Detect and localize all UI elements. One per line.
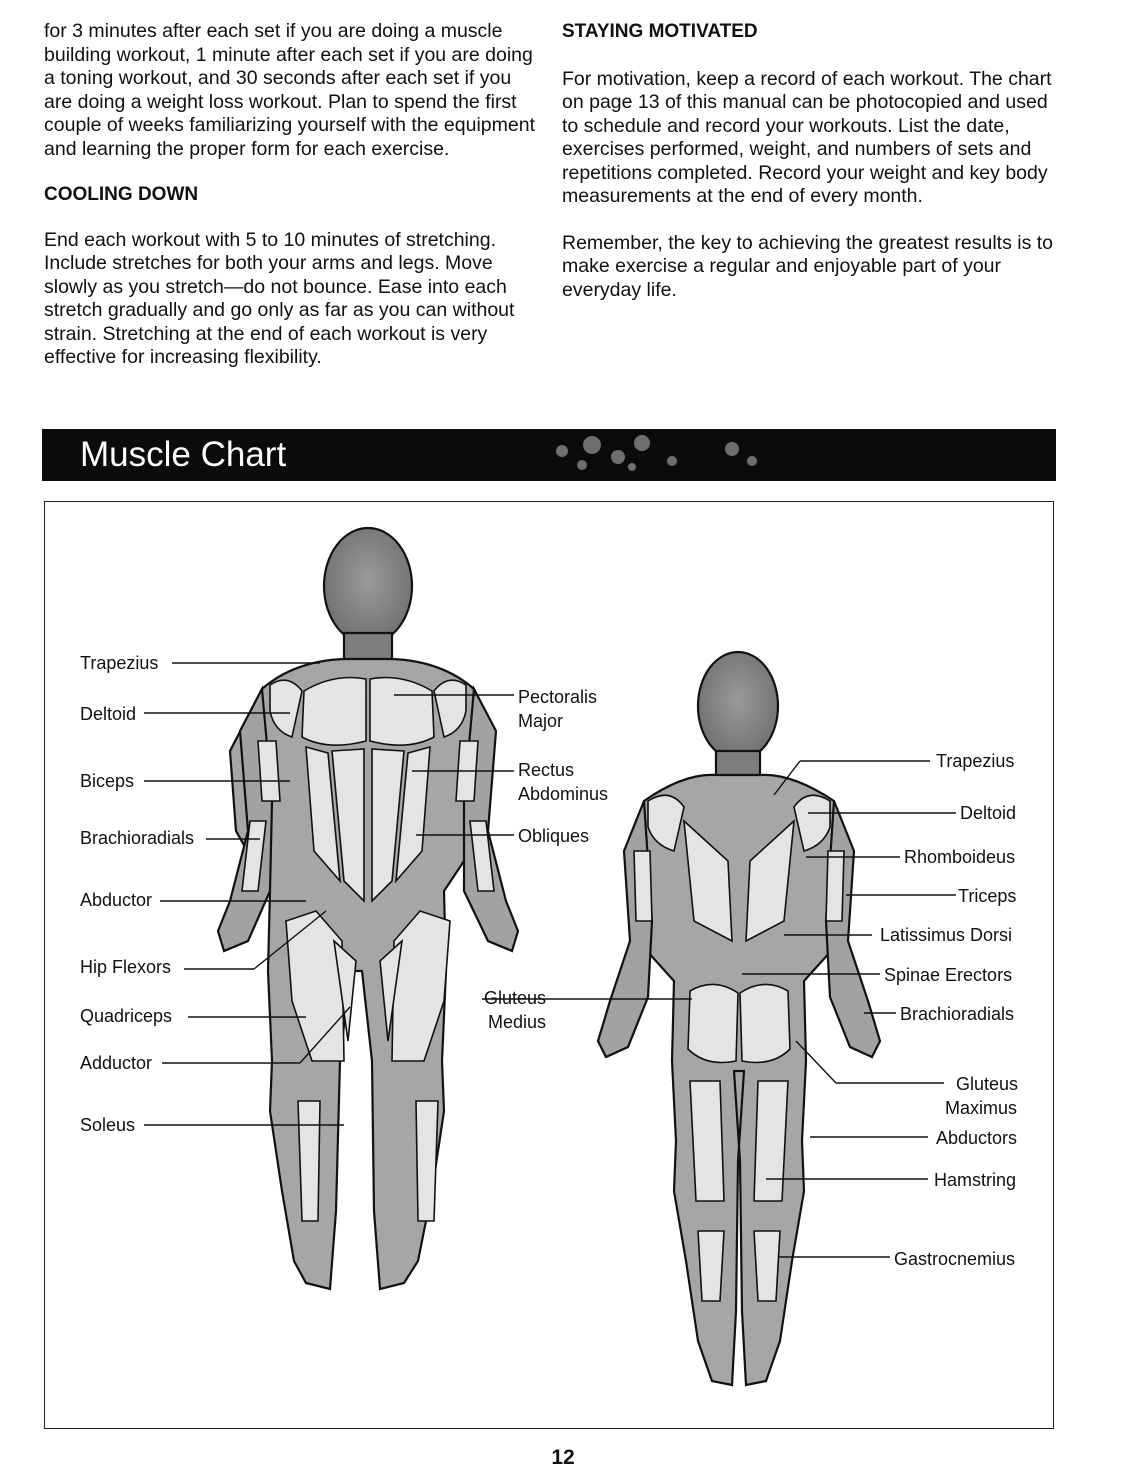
front-shin-left [298, 1101, 320, 1221]
label-gluteus-maximus: Gluteus [956, 1074, 1019, 1094]
front-shin-right [416, 1101, 438, 1221]
label-triceps: Triceps [958, 886, 1017, 906]
label-rhomboideus: Rhomboideus [904, 847, 1016, 867]
label-brachioradials-back: Brachioradials [900, 1004, 1015, 1024]
staying-motivated-heading: STAYING MOTIVATED [562, 21, 758, 42]
front-neck [344, 633, 392, 661]
warmup-paragraph: for 3 minutes after each set if you are doing a muscle building workout, 1 minute after each set if you are doing a toning workout, and 30 seconds after each set if you are doing a weight loss workout. Plan to spend the first couple of weeks familiarizing yourself with the equipment and learning the proper form for each exercise. [44, 20, 535, 160]
front-pectoral-right [370, 678, 434, 746]
label-abductor: Abductor [80, 890, 153, 910]
label-gluteus-medius: Gluteus [484, 988, 547, 1008]
banner-texture [522, 431, 782, 477]
muscle-chart-banner [42, 429, 1056, 481]
label-gastrocnemius: Gastrocnemius [894, 1249, 1016, 1269]
label-abductors: Abductors [936, 1128, 1018, 1148]
label-trapezius-front: Trapezius [80, 653, 159, 673]
front-bicep-left [258, 741, 280, 801]
label-rectus: Rectus [518, 760, 575, 780]
label-pectoralis: Pectoralis [518, 687, 598, 707]
back-right-arm [826, 801, 880, 1057]
banner-title: Muscle Chart [80, 435, 287, 474]
front-body-figure [218, 528, 518, 1289]
front-pectoral-left [302, 678, 366, 746]
remember-paragraph: Remember, the key to achieving the greatest results is to make exercise a regular and enjoyable part of your everyday life. [562, 231, 1053, 301]
back-calf-left [698, 1231, 724, 1301]
front-right-arm [464, 689, 518, 951]
label-spinae-erectors: Spinae Erectors [884, 965, 1013, 985]
label-adductor: Adductor [80, 1053, 153, 1073]
label-hip-flexors: Hip Flexors [80, 957, 172, 977]
label-gluteus-maximus-2: Maximus [945, 1098, 1018, 1118]
right-column [562, 20, 1062, 302]
back-glute-left [688, 984, 738, 1062]
cooling-down-paragraph: End each workout with 5 to 10 minutes of stretching. Include stretches for both your arms and legs. Move slowly as you stretch—do not bounce. Ease into each stretch gradually and go only as far as you can without strain. Stretching at the end of each workout is very effective for increasing flexibility. [44, 228, 515, 368]
back-hamstring-left [690, 1081, 724, 1201]
motivation-paragraph: For motivation, keep a record of each workout. The chart on page 13 of this manual can be photocopied and used to schedule and record your workouts. List the date, exercises performed, weight, and numbers of sets and repetitions completed. Record your weight and key body measurements at the end of every month. [562, 67, 1052, 207]
cooling-down-heading: COOLING DOWN [44, 184, 199, 205]
label-brachioradials-front: Brachioradials [80, 828, 195, 848]
back-tricep-right [826, 851, 844, 921]
page-number: 12 [551, 1446, 575, 1469]
label-deltoid-back: Deltoid [960, 803, 1017, 823]
label-rectus-abdominus: Abdominus [518, 784, 609, 804]
front-head [324, 528, 412, 644]
label-latissimus-dorsi: Latissimus Dorsi [880, 925, 1013, 945]
back-body-figure [598, 652, 880, 1385]
back-calf-right [754, 1231, 780, 1301]
label-deltoid-front: Deltoid [80, 704, 137, 724]
back-hamstring-right [754, 1081, 788, 1201]
back-torso-outline [630, 775, 848, 1385]
label-hamstring: Hamstring [934, 1170, 1017, 1190]
label-soleus: Soleus [80, 1115, 136, 1135]
back-neck [716, 751, 760, 777]
label-pectoralis-major: Major [518, 711, 564, 731]
label-gluteus-medius-2: Medius [488, 1012, 547, 1032]
label-trapezius-back: Trapezius [936, 751, 1015, 771]
left-column [44, 20, 544, 370]
back-tricep-left [634, 851, 652, 921]
back-glute-right [740, 984, 790, 1062]
back-left-arm [598, 801, 652, 1057]
label-obliques: Obliques [518, 826, 590, 846]
muscle-chart-figure [44, 501, 1054, 1429]
label-biceps: Biceps [80, 771, 135, 791]
back-head [698, 652, 778, 760]
label-quadriceps: Quadriceps [80, 1006, 173, 1026]
